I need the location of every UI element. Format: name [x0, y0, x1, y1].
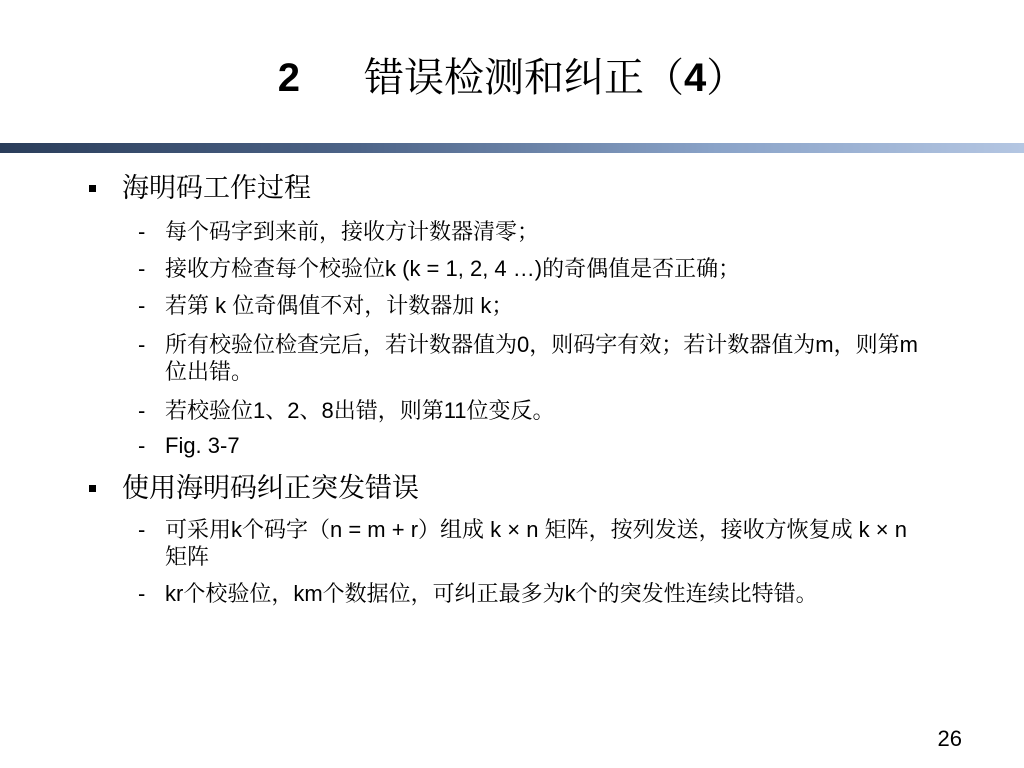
dash-bullet: -: [138, 517, 146, 542]
dash-bullet: -: [138, 256, 146, 281]
dash-bullet: -: [138, 398, 146, 423]
list-item: 若校验位1、2、8出错，则第11位变反。: [165, 398, 555, 423]
title-paren-number: 4: [684, 56, 707, 100]
dash-bullet: -: [138, 293, 146, 318]
title-close-paren: ）: [706, 56, 747, 100]
dash-bullet: -: [138, 219, 146, 244]
list-item: 每个码字到来前，接收方计数器清零；: [165, 219, 540, 244]
list-item: kr个校验位，km个数据位，可纠正最多为k个的突发性连续比特错。: [165, 581, 818, 606]
list-item: Fig. 3-7: [165, 433, 240, 458]
title-text: 错误检测和纠正（: [364, 56, 684, 100]
dash-bullet: -: [138, 433, 146, 458]
list-item: 所有校验位检查完后，若计数器值为0，则码字有效；若计数器值为m，则第m位出错。: [165, 332, 918, 384]
section-heading: 海明码工作过程: [122, 173, 311, 203]
title-number: 2: [277, 56, 300, 100]
dash-bullet: -: [138, 581, 146, 606]
square-bullet-icon: [89, 185, 96, 192]
dash-bullet: -: [138, 332, 146, 357]
list-item: 若第 k 位奇偶值不对，计数器加 k；: [165, 293, 514, 318]
list-item: 接收方检查每个校验位k (k = 1, 2, 4 …)的奇偶值是否正确；: [165, 256, 741, 281]
list-item: 可采用k个码字（n = m + r）组成 k × n 矩阵，按列发送，接收方恢复成 k × n 矩阵: [165, 517, 907, 569]
page-number: 26: [937, 726, 962, 751]
square-bullet-icon: [89, 485, 96, 492]
section-heading: 使用海明码纠正突发错误: [122, 473, 419, 503]
